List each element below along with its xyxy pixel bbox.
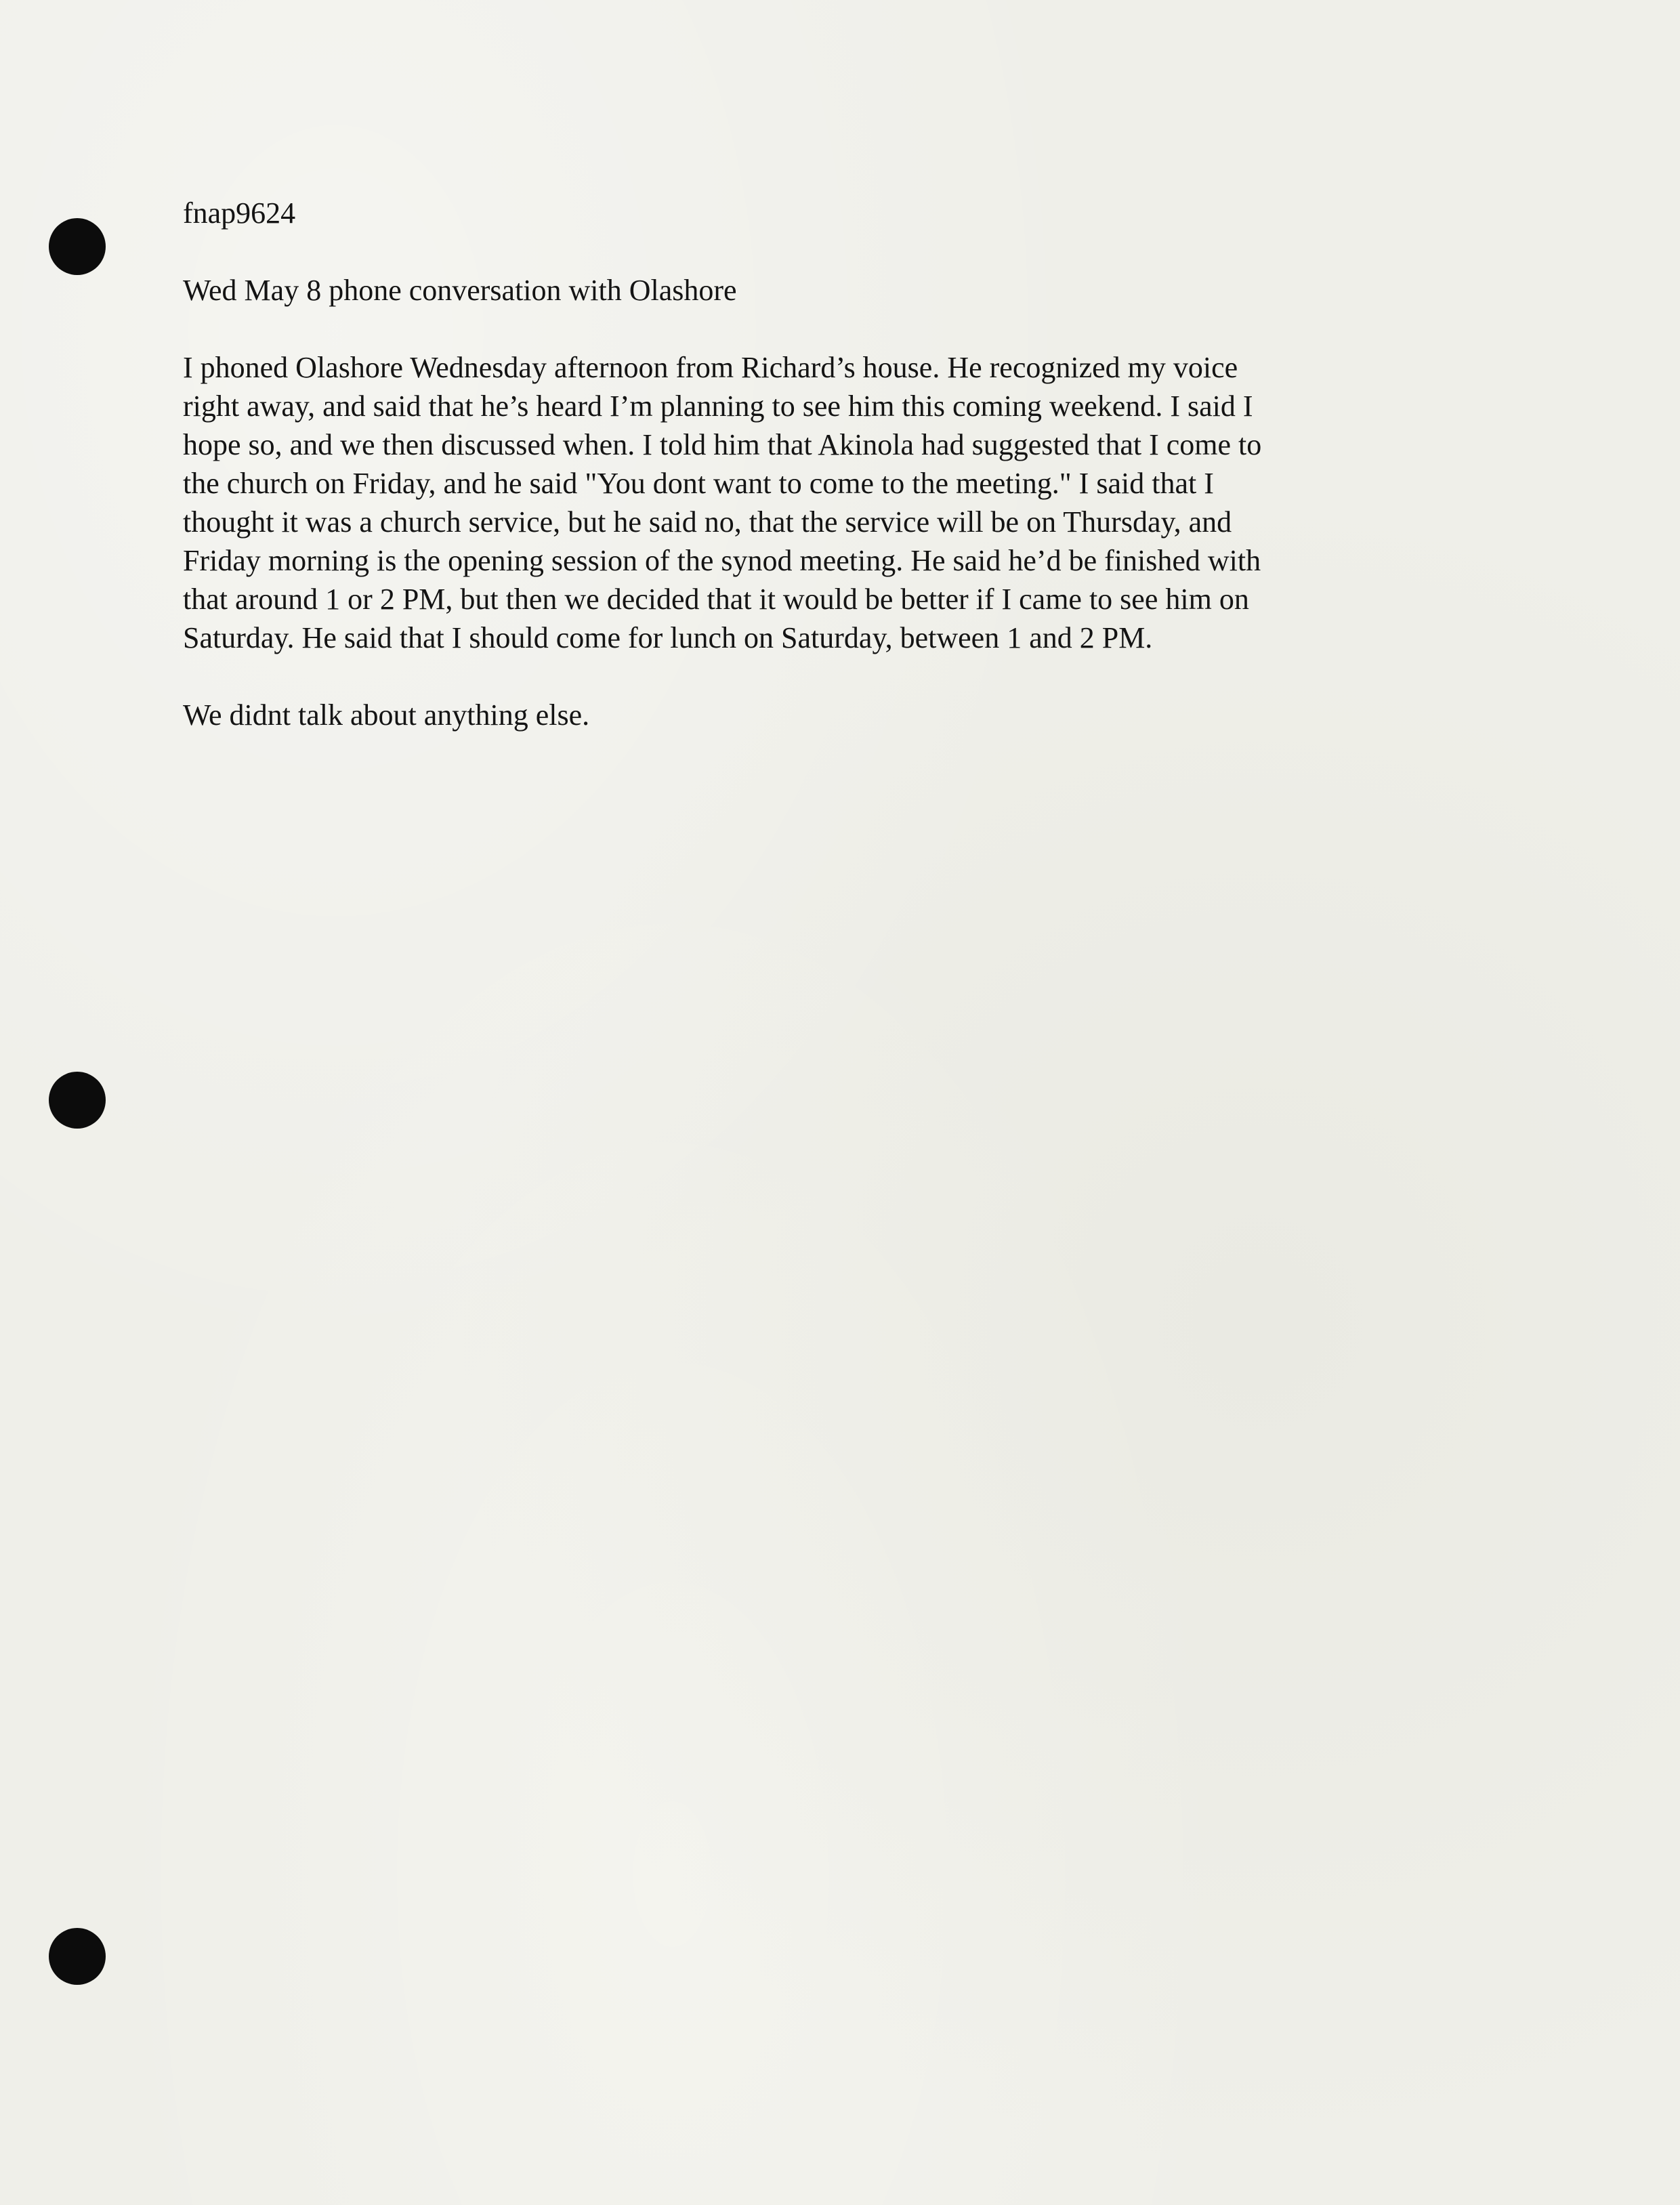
text-line: Saturday. He said that I should come for lunch on Saturday, between 1 and 2 PM. [183, 621, 1153, 654]
text-line: hope so, and we then discussed when. I told him that Akinola had suggested that I come to [183, 428, 1262, 461]
text-line: thought it was a church service, but he said no, that the service will be on Thursday, and [183, 505, 1232, 539]
text-line: right away, and said that he’s heard I’m planning to see him this coming weekend. I said I [183, 390, 1253, 423]
punch-hole [49, 218, 106, 275]
document-id: fnap9624 [183, 196, 296, 230]
paragraph-2: We didnt talk about anything else. [183, 698, 590, 732]
text-line: I phoned Olashore Wednesday afternoon from Richard’s house. He recognized my voice [183, 351, 1238, 384]
punch-hole [49, 1928, 106, 1985]
punch-hole [49, 1072, 106, 1129]
text-line: that around 1 or 2 PM, but then we decided that it would be better if I came to see him on [183, 583, 1249, 616]
paragraph-1 [183, 348, 1470, 657]
text-line: the church on Friday, and he said "You dont want to come to the meeting." I said that I [183, 467, 1214, 500]
text-line: Friday morning is the opening session of the synod meeting. He said he’d be finished with [183, 544, 1261, 577]
document-heading: Wed May 8 phone conversation with Olashore [183, 274, 737, 307]
document-body [183, 194, 1470, 734]
